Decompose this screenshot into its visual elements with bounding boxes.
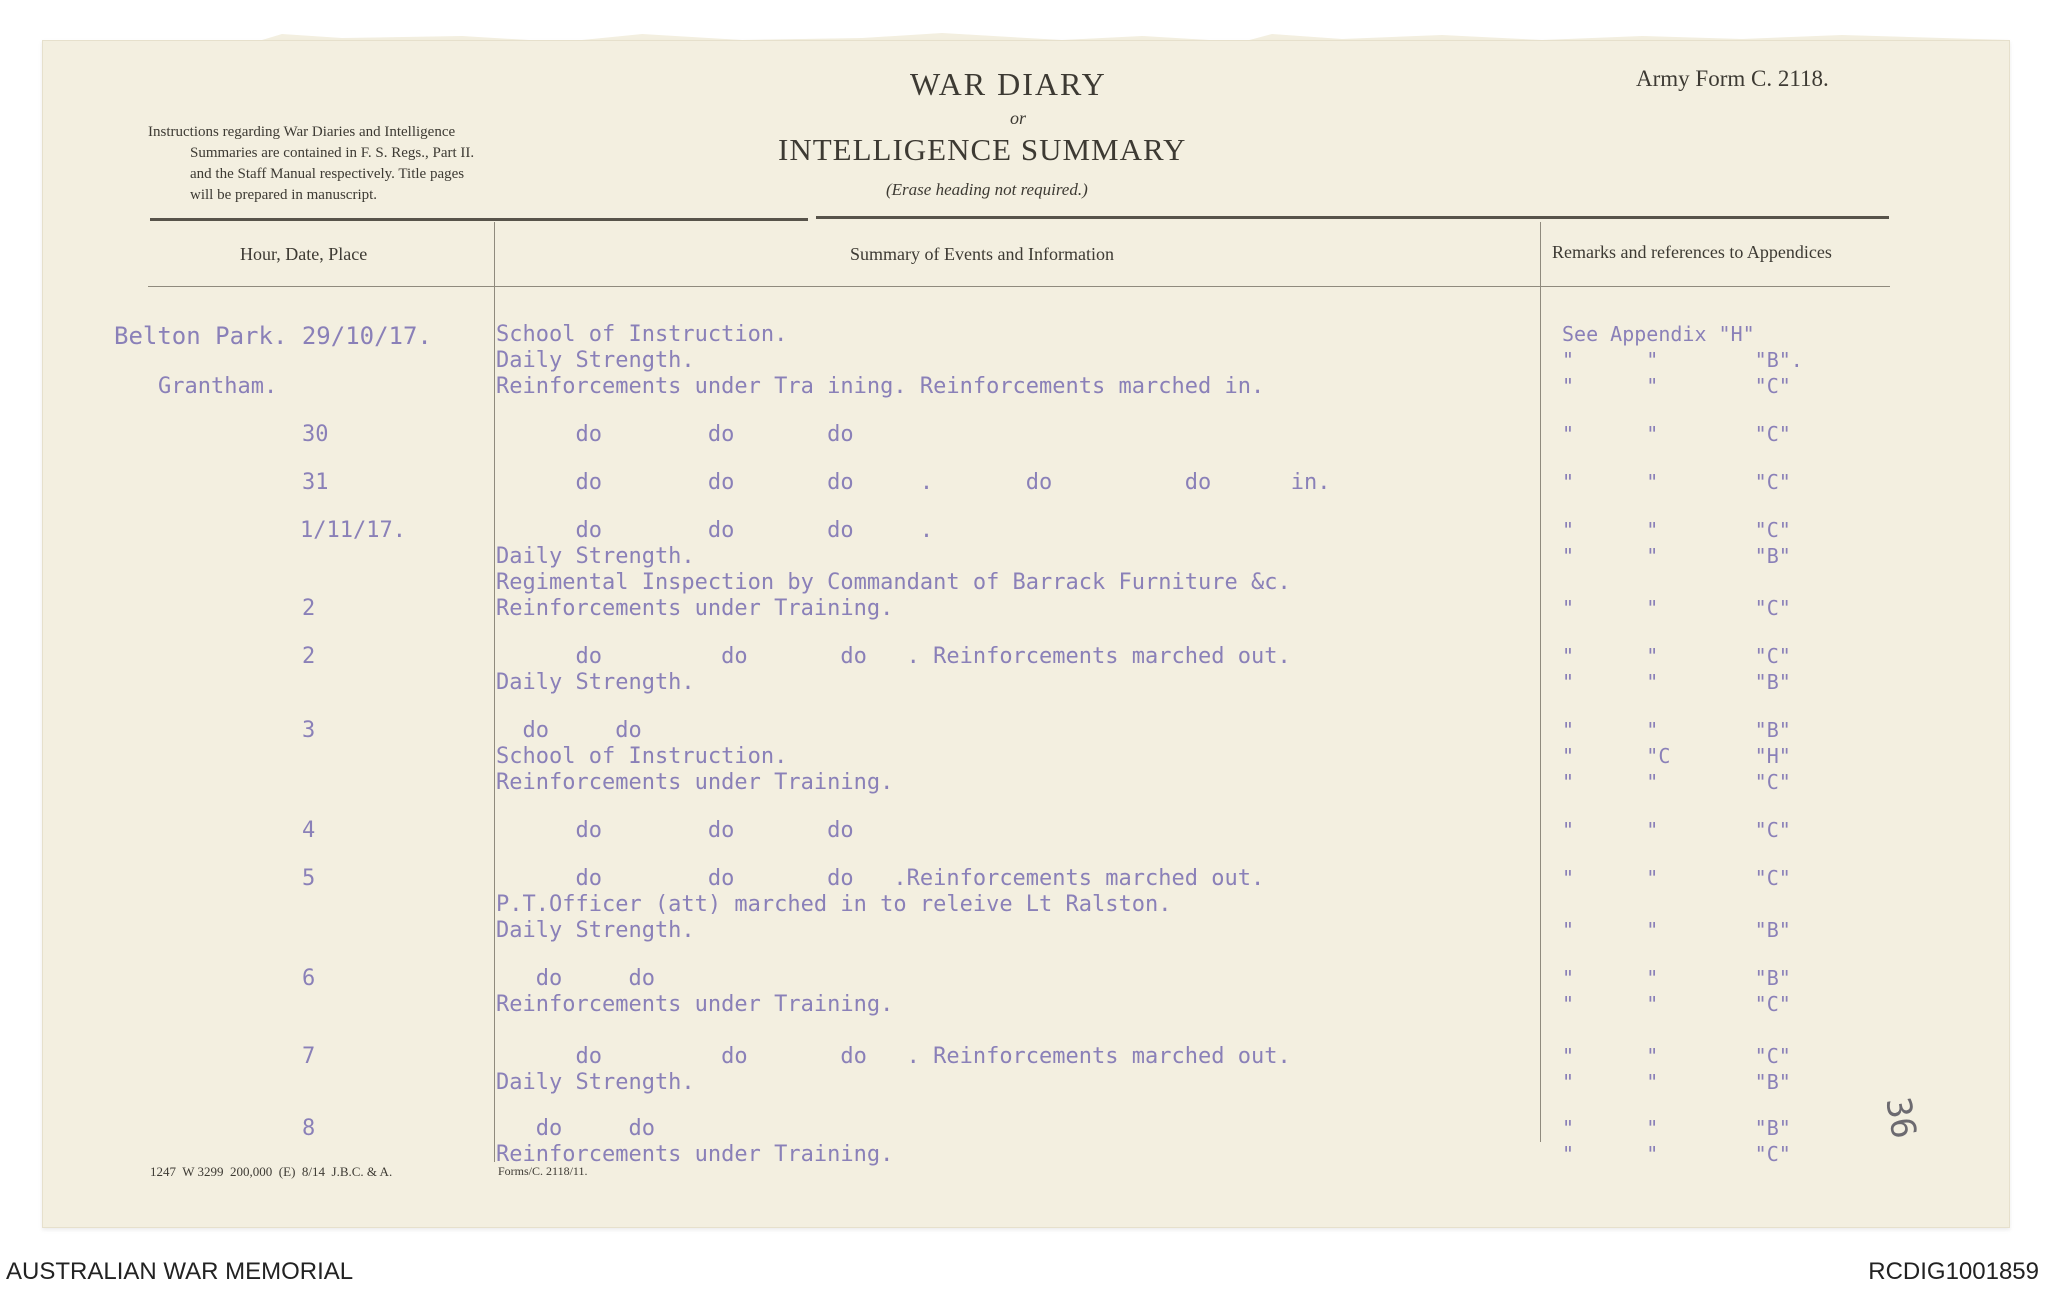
- entry-remark: " " "C": [1562, 992, 1791, 1016]
- entry-text: do do: [496, 966, 655, 991]
- entry-remark: " " "C": [1562, 422, 1791, 446]
- entry-remark: " " "B": [1562, 1116, 1791, 1140]
- entry-place: 7: [302, 1044, 316, 1069]
- entry-place: Belton Park. 29/10/17.: [114, 322, 432, 350]
- column-divider-2: [1540, 222, 1541, 1142]
- entry-text: do do do: [496, 422, 854, 447]
- instructions-line: Summaries are contained in F. S. Regs., Part II.: [190, 145, 475, 161]
- entry-place: 2: [302, 644, 316, 669]
- print-code: 1247 W 3299 200,000 (E) 8/14 J.B.C. & A.: [150, 1164, 393, 1179]
- entry-text: do do: [496, 718, 642, 743]
- instructions-line: Instructions regarding War Diaries and Intelligence: [148, 124, 456, 140]
- entry-remark: " " "C": [1562, 1044, 1791, 1068]
- entry-text: do do: [496, 1116, 655, 1141]
- column-header-rule: [148, 286, 1890, 287]
- entry-remark: " " "B".: [1562, 348, 1803, 372]
- entry-remark: " " "C": [1562, 644, 1791, 668]
- col-header-remarks: Remarks and references to Appendices: [1552, 242, 1832, 262]
- diary-title: WAR DIARY: [910, 66, 1107, 102]
- archive-footer-right: RCDIG1001859: [1868, 1258, 2039, 1285]
- column-divider-1: [494, 222, 495, 1162]
- entry-place: Grantham.: [158, 374, 278, 399]
- entry-text: Regimental Inspection by Commandant of Barrack Furniture &c.: [496, 570, 1291, 595]
- entry-place: 8: [302, 1116, 316, 1141]
- entry-text: do do do . do do in.: [496, 470, 1331, 495]
- entry-remark: " " "C": [1562, 518, 1791, 542]
- entry-remark: See Appendix "H": [1562, 322, 1755, 346]
- entry-remark: " "C "H": [1562, 744, 1791, 768]
- entry-text: do do do .: [496, 518, 934, 543]
- entry-remark: " " "B": [1562, 918, 1791, 942]
- entry-text: Reinforcements under Tra ining. Reinforcements marched in.: [496, 374, 1265, 399]
- entry-place: 1/11/17.: [300, 518, 406, 543]
- entry-remark: " " "C": [1562, 770, 1791, 794]
- entry-text: School of Instruction.: [496, 322, 788, 347]
- entry-place: 6: [302, 966, 316, 991]
- entry-text: Reinforcements under Training.: [496, 596, 894, 621]
- header-rule-left: [150, 218, 808, 221]
- entry-remark: " " "C": [1562, 374, 1791, 398]
- entry-remark: " " "B": [1562, 544, 1791, 568]
- entry-text: School of Instruction.: [496, 744, 788, 769]
- entry-text: Daily Strength.: [496, 348, 695, 373]
- entry-text: Daily Strength.: [496, 1070, 695, 1095]
- entry-remark: " " "B": [1562, 1070, 1791, 1094]
- instructions-line: and the Staff Manual respectively. Title pages: [190, 166, 465, 182]
- entry-remark: " " "C": [1562, 818, 1791, 842]
- col-header-summary: Summary of Events and Information: [850, 244, 1114, 264]
- entry-text: Daily Strength.: [496, 670, 695, 695]
- forms-code: Forms/C. 2118/11.: [498, 1164, 588, 1178]
- instructions-block: [148, 122, 474, 206]
- entry-text: do do do . Reinforcements marched out.: [496, 644, 1291, 669]
- diary-subtitle: INTELLIGENCE SUMMARY: [778, 132, 1187, 167]
- entry-text: Reinforcements under Training.: [496, 992, 894, 1017]
- entry-remark: " " "B": [1562, 718, 1791, 742]
- or-label: or: [1010, 108, 1027, 128]
- entry-text: do do do .Reinforcements marched out.: [496, 866, 1265, 891]
- header-rule-right: [816, 216, 1889, 219]
- page-number: 36: [1877, 1094, 1924, 1142]
- entry-remark: " " "B": [1562, 966, 1791, 990]
- erase-note: (Erase heading not required.): [886, 180, 1088, 199]
- entry-text: P.T.Officer (att) marched in to releive Lt Ralston.: [496, 892, 1172, 917]
- instructions-line: will be prepared in manuscript.: [190, 187, 378, 203]
- entry-text: Daily Strength.: [496, 544, 695, 569]
- entry-remark: " " "B": [1562, 670, 1791, 694]
- entry-place: 2: [302, 596, 316, 621]
- entry-place: 31: [302, 470, 329, 495]
- entry-place: 3: [302, 718, 316, 743]
- army-form-label: Army Form C. 2118.: [1636, 66, 1829, 91]
- entry-place: 30: [302, 422, 329, 447]
- entry-place: 5: [302, 866, 316, 891]
- entry-text: do do do: [496, 818, 854, 843]
- entry-remark: " " "C": [1562, 1142, 1791, 1166]
- entry-place: 4: [302, 818, 316, 843]
- entry-remark: " " "C": [1562, 866, 1791, 890]
- entry-remark: " " "C": [1562, 470, 1791, 494]
- entry-remark: " " "C": [1562, 596, 1791, 620]
- entry-text: do do do . Reinforcements marched out.: [496, 1044, 1291, 1069]
- archive-footer-left: AUSTRALIAN WAR MEMORIAL: [6, 1258, 354, 1285]
- entry-text: Daily Strength.: [496, 918, 695, 943]
- entry-text: Reinforcements under Training.: [496, 1142, 894, 1167]
- col-header-place: Hour, Date, Place: [240, 244, 368, 264]
- entry-text: Reinforcements under Training.: [496, 770, 894, 795]
